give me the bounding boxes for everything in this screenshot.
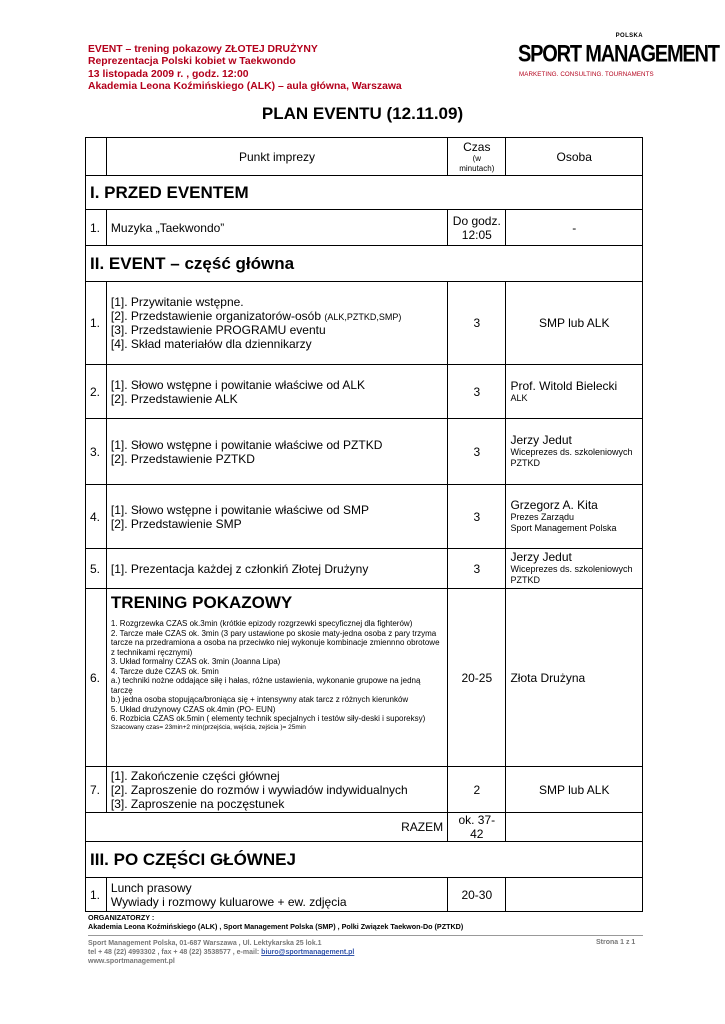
row-time: 2	[448, 767, 506, 813]
row-item	[106, 485, 447, 549]
person-role: Wiceprezes ds. szkoleniowych	[510, 564, 633, 574]
training-detail: 5. Układ drużynowy CZAS ok.4min (PO- EUN)	[110, 704, 276, 714]
section-title: III. PO CZĘŚCI GŁÓWNEJ	[86, 842, 643, 878]
row-item-line: [1]. Słowo wstępne i powitanie właściwe od SMP	[110, 502, 370, 517]
row-person	[506, 549, 643, 589]
header-cell-person: Osoba	[506, 138, 643, 176]
row-item	[106, 878, 447, 912]
row-time: 20-25	[448, 589, 506, 767]
person-role: Prezes Zarządu	[510, 512, 574, 522]
row-person	[506, 485, 643, 549]
row-time-line: 12:05	[461, 227, 492, 242]
table-row	[86, 767, 643, 813]
row-item-line: [3]. Przedstawienie PROGRAMU eventu	[110, 323, 326, 337]
row-number: 1.	[86, 878, 107, 912]
row-number: 4.	[86, 485, 107, 549]
footer-email-link[interactable]: biuro@sportmanagement.pl	[261, 949, 355, 956]
footer-phone: tel + 48 (22) 4993302 , fax + 48 (22) 3538577 , e-mail:	[88, 949, 262, 956]
event-header-line: 13 listopada 2009 r. , godz. 12:00	[88, 68, 249, 80]
row-item: [1]. Prezentacja każdej z członkiń Złotej Drużyny	[106, 549, 447, 589]
row-item-line: [2]. Przedstawienie ALK	[110, 391, 238, 406]
row-time: 20-30	[448, 878, 506, 912]
training-detail: 3. Układ formalny CZAS ok. 3min (Joanna Lipa)	[110, 657, 281, 666]
row-number: 6.	[86, 589, 107, 767]
row-number: 1.	[86, 282, 107, 365]
row-person	[506, 365, 643, 419]
footer-phone-line	[88, 948, 354, 957]
row-item-line: [1]. Słowo wstępne i powitanie właściwe od ALK	[110, 377, 366, 392]
training-detail: 2. Tarcze małe CZAS ok. 3min (3 pary ustawione po skosie maty-jedna osoba z pary trzyma tarcze na przedramiona a osoba na przeciwko niej wykonuje kombinacje zmiennno obrotowe z technikami ręcznymi)	[110, 628, 440, 657]
row-item	[106, 419, 447, 485]
row-item	[106, 767, 447, 813]
header-cell-number	[86, 138, 107, 176]
row-item-line: [1]. Słowo wstępne i powitanie właściwe od PZTKD	[110, 437, 383, 452]
footer-address: Sport Management Polska, 01-687 Warszawa , Ul. Lektykarska 25 lok.1	[88, 940, 322, 947]
page-number: Strona 1 z 1	[596, 939, 636, 946]
section-row	[86, 246, 643, 282]
row-item-line: [2]. Przedstawienie PZTKD	[110, 451, 255, 466]
footer-divider	[88, 935, 643, 936]
table-header-row	[86, 138, 643, 176]
table-row	[86, 419, 643, 485]
person-name: Prof. Witold Bielecki	[510, 378, 618, 393]
row-person: -	[506, 210, 643, 246]
total-empty	[506, 813, 643, 842]
row-number: 5.	[86, 549, 107, 589]
organizers-label: ORGANIZATORZY :	[88, 913, 155, 922]
logo-wordmark: SPORT MANAGEMENT	[518, 41, 719, 68]
section-row	[86, 176, 643, 210]
row-item-line: [3]. Zaproszenie na poczęstunek	[110, 796, 285, 811]
row-item	[106, 282, 447, 365]
row-item-line: [1]. Przywitanie wstępne.	[110, 295, 244, 309]
training-estimate: Szacowany czas= 23min+2 min(przejścia, wejścia, zejścia )= 25min	[110, 723, 306, 731]
row-item	[106, 365, 447, 419]
header-time-note: minutach)	[459, 163, 495, 173]
section-title: I. PRZED EVENTEM	[86, 176, 643, 210]
row-item-line: Wywiady i rozmowy kuluarowe + ew. zdjęcia	[110, 894, 347, 909]
person-name: Jerzy Jedut	[510, 550, 572, 564]
row-time: 3	[448, 549, 506, 589]
header-cell-item: Punkt imprezy	[106, 138, 447, 176]
person-name: Jerzy Jedut	[510, 433, 572, 447]
row-time: 3	[448, 282, 506, 365]
table-row	[86, 878, 643, 912]
row-item-line: [2]. Przedstawienie SMP	[110, 516, 242, 531]
total-row	[86, 813, 643, 842]
row-time-line: Do godz.	[452, 213, 501, 228]
header-time-note: (w	[472, 154, 482, 163]
event-header-line: Reprezentacja Polski kobiet w Taekwondo	[88, 56, 296, 68]
footer-contact	[88, 939, 354, 966]
row-item-line: Lunch prasowy	[110, 880, 192, 895]
header-time-label: Czas	[463, 140, 491, 154]
document-title: PLAN EVENTU (12.11.09)	[261, 104, 464, 123]
row-item-line	[111, 309, 443, 323]
row-item-line: [1]. Zakończenie części głównej	[110, 768, 280, 783]
person-role: Sport Management Polska	[510, 523, 617, 533]
event-plan-table	[85, 137, 643, 912]
total-value: ok. 37-42	[448, 813, 506, 842]
section-row	[86, 842, 643, 878]
organizers	[88, 913, 463, 931]
row-number: 1.	[86, 210, 107, 246]
row-person: Złota Drużyna	[506, 589, 643, 767]
row-number: 7.	[86, 767, 107, 813]
row-item-line: [4]. Skład materiałów dla dziennikarzy	[110, 337, 312, 351]
total-label: RAZEM	[86, 813, 448, 842]
row-person	[506, 878, 643, 912]
row-time	[448, 210, 506, 246]
footer-website[interactable]: www.sportmanagement.pl	[88, 958, 175, 965]
organizers-text: Akademia Leona Koźmińskiego (ALK) , Sport Management Polska (SMP) , Polki Związek Taekwon-Do (PZTKD)	[88, 922, 464, 931]
row-person: SMP lub ALK	[506, 282, 643, 365]
row-time: 3	[448, 485, 506, 549]
section-title: II. EVENT – część główna	[86, 246, 643, 282]
person-name: Grzegorz A. Kita	[510, 498, 598, 512]
row-item-small: (ALK,PZTKD,SMP)	[324, 312, 402, 322]
row-item	[106, 589, 447, 767]
table-row	[86, 282, 643, 365]
row-person	[506, 419, 643, 485]
training-detail: 1. Rozgrzewka CZAS ok.3min (krótkie epizody rozgrzewki specyficznej dla fighterów)	[110, 619, 413, 628]
row-time: 3	[448, 419, 506, 485]
table-row	[86, 365, 643, 419]
event-header-line: EVENT – trening pokazowy ZŁOTEJ DRUŻYNY	[88, 44, 318, 55]
row-time: 3	[448, 365, 506, 419]
person-role: ALK	[510, 392, 528, 403]
event-header	[88, 44, 488, 94]
person-role: PZTKD	[510, 575, 540, 585]
table-row	[86, 485, 643, 549]
sport-management-logo	[518, 33, 719, 81]
row-number: 3.	[86, 419, 107, 485]
header-cell-time	[448, 138, 506, 176]
row-person: SMP lub ALK	[506, 767, 643, 813]
training-detail: a.) techniki nożne oddające siłę i hałas, różne ustawienia, wykonanie grupowe na jedną tarczę	[110, 676, 421, 695]
table-row	[86, 210, 643, 246]
training-detail: b.) jedna osoba stopująca/broniąca się + intensywny atak tarcz z różnych kierunków	[110, 695, 409, 704]
table-row	[86, 549, 643, 589]
row-item: Muzyka „Taekwondo”	[106, 210, 447, 246]
row-number: 2.	[86, 365, 107, 419]
person-role: PZTKD	[510, 458, 540, 468]
person-role: Wiceprezes ds. szkoleniowych	[510, 447, 633, 457]
logo-tagline: MARKETING. CONSULTING. TOURNAMENTS	[519, 71, 654, 78]
training-detail: 4. Tarcze duże CZAS ok. 5min	[110, 666, 219, 676]
event-header-line: Akademia Leona Koźmińskiego (ALK) – aula główna, Warszawa	[88, 81, 402, 93]
training-heading: TRENING POKAZOWY	[110, 593, 293, 612]
table-row-training	[86, 589, 643, 767]
row-item-text: [2]. Przedstawienie organizatorów-osób	[110, 309, 325, 323]
logo-polska: POLSKA	[615, 33, 643, 39]
row-item-line: [2]. Zaproszenie do rozmów i wywiadów indywidualnych	[110, 782, 408, 797]
training-detail: 6. Rozbicia CZAS ok.5min ( elementy technik specjalnych i testów siły-deski i suporeksy)	[110, 714, 426, 723]
